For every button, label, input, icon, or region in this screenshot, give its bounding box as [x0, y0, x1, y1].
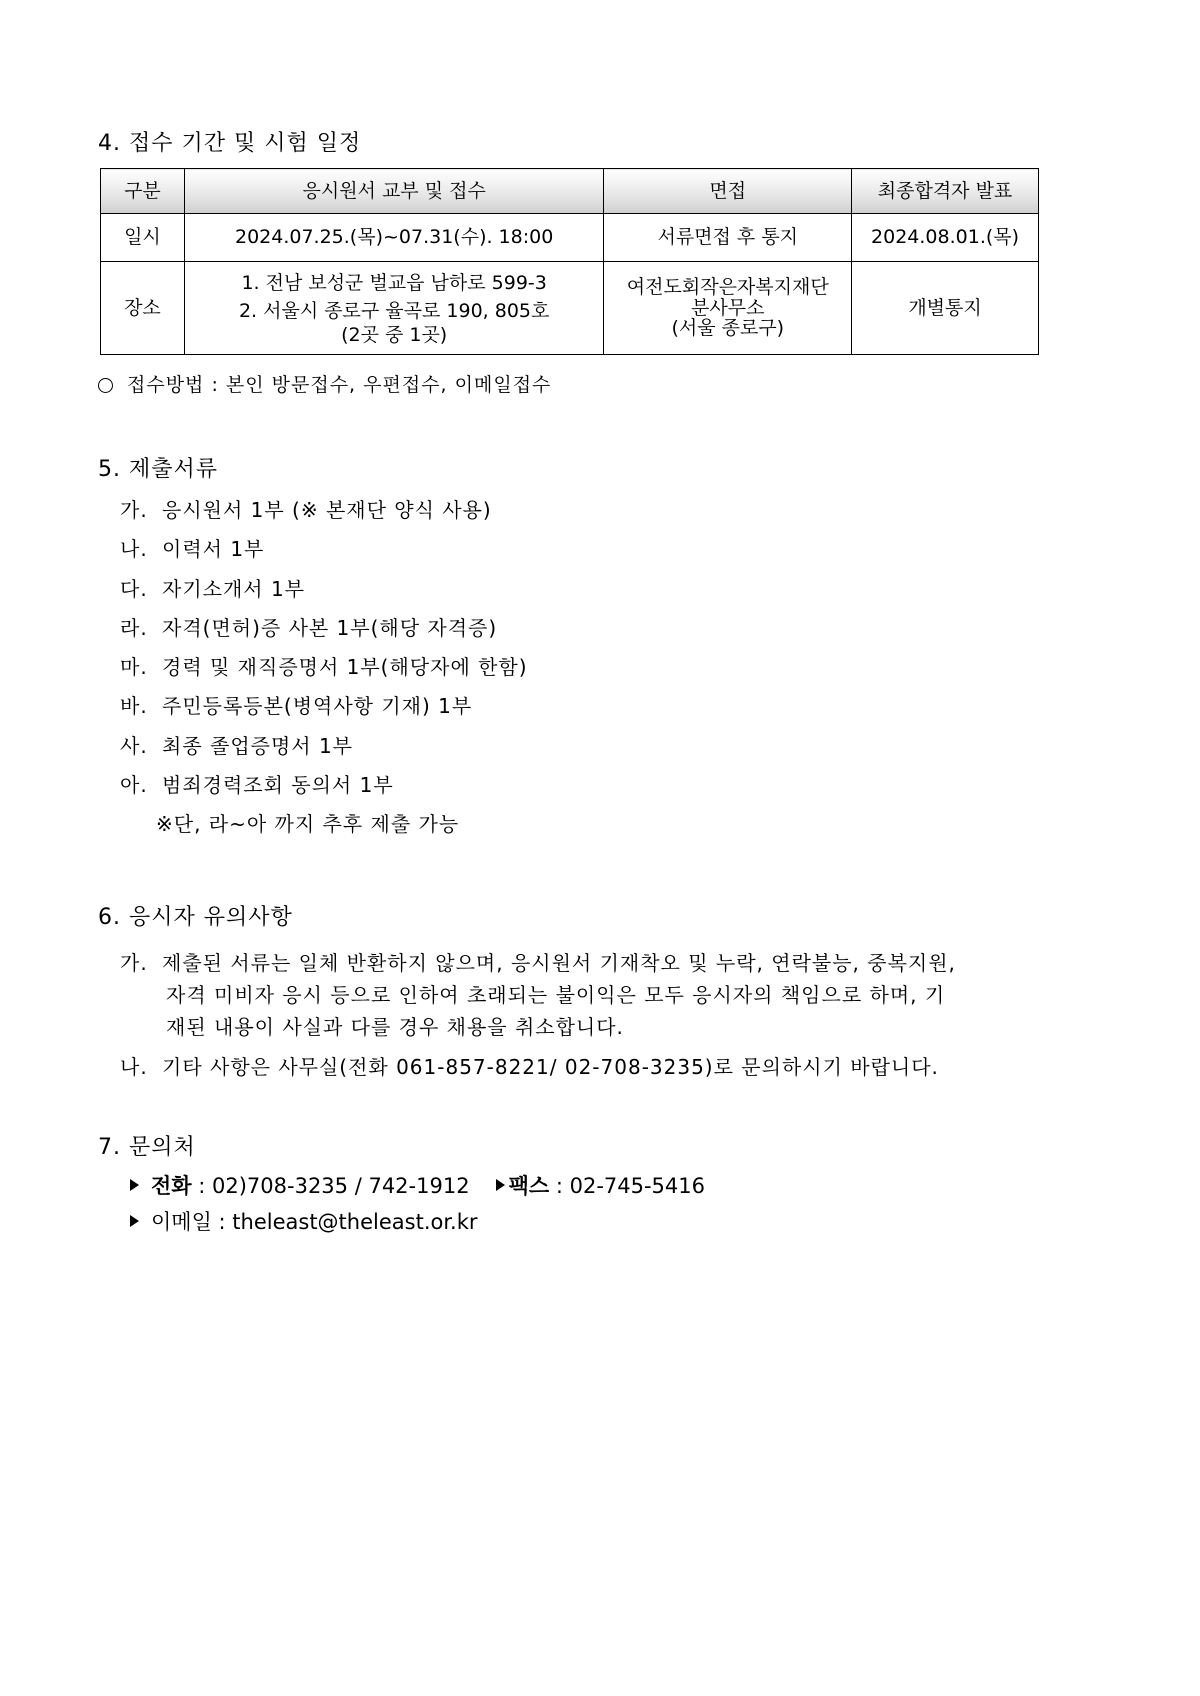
- row-label-place: 장소: [101, 262, 185, 355]
- interview-place: [604, 262, 852, 355]
- caution-line: [120, 947, 1070, 979]
- header-application: 응시원서 교부 및 접수: [184, 169, 604, 214]
- caution-text: 기타 사항은 사무실(전화 061-857-8221/ 02-708-3235)로 문의하시기 바랍니다.: [162, 1055, 939, 1079]
- list-item: [120, 652, 528, 691]
- list-marker: 라.: [120, 615, 148, 640]
- header-interview: 면접: [604, 169, 852, 214]
- list-marker: 가.: [120, 951, 148, 975]
- caution-line: 재된 내용이 사실과 다를 경우 채용을 취소합니다.: [166, 1015, 624, 1039]
- caution-item-a: [120, 947, 1070, 1043]
- contact-phone-fax: 전화 : 02)708-3235 / 742-1912 팩스 : 02-745-5416: [130, 1170, 705, 1200]
- list-item-text: 자격(면허)증 사본 1부(해당 자격증): [162, 615, 498, 640]
- list-marker: 사.: [120, 733, 148, 758]
- table-row-place: [101, 262, 1039, 355]
- fax-value: 02-745-5416: [569, 1174, 705, 1198]
- announcement-date: 2024.08.01.(목): [852, 214, 1039, 262]
- list-marker: 바.: [120, 694, 148, 719]
- caution-line: [120, 1051, 1070, 1083]
- interview-date: 서류면접 후 통지: [604, 214, 852, 262]
- fax-label: 팩스: [508, 1174, 550, 1198]
- phone-label: 전화: [151, 1174, 192, 1198]
- list-marker: 다.: [120, 576, 148, 601]
- application-period: 2024.07.25.(목)~07.31(수). 18:00: [184, 214, 604, 262]
- list-item: [120, 770, 528, 809]
- list-item-text: 자기소개서 1부: [162, 576, 306, 601]
- section-6-title: 6. 응시자 유의사항: [98, 905, 293, 930]
- table-header-row: [101, 169, 1039, 214]
- row-label-date: 일시: [101, 214, 185, 262]
- triangle-bullet-icon: [130, 1179, 139, 1191]
- header-category: 구분: [101, 169, 185, 214]
- interview-place-line: 여전도회작은자복지재단: [626, 275, 829, 298]
- list-item: [120, 613, 528, 652]
- list-item-text: 경력 및 재직증명서 1부(해당자에 한함): [162, 655, 528, 680]
- caution-item-b: [120, 1051, 1070, 1083]
- application-place-line: (2곳 중 1곳): [341, 324, 448, 347]
- table-row-date: [101, 214, 1039, 262]
- application-method-note: [98, 370, 551, 397]
- list-item: [120, 574, 528, 613]
- list-item: [120, 495, 528, 534]
- phone-value: 02)708-3235 / 742-1912: [212, 1174, 470, 1198]
- schedule-table: [100, 168, 1039, 355]
- triangle-bullet-icon: [130, 1215, 139, 1227]
- section-4-title: 4. 접수 기간 및 시험 일정: [98, 131, 362, 156]
- list-marker: 나.: [120, 1055, 148, 1079]
- list-item: [120, 731, 528, 770]
- list-marker: 가.: [120, 498, 148, 522]
- list-item: [120, 534, 528, 573]
- circle-bullet-icon: [98, 378, 113, 393]
- triangle-bullet-icon: [496, 1179, 505, 1191]
- application-method-text: 접수방법 : 본인 방문접수, 우편접수, 이메일접수: [127, 374, 552, 396]
- list-marker: 마.: [120, 655, 148, 680]
- email-label: 이메일: [151, 1210, 212, 1234]
- list-item-text: 응시원서 1부 (※ 본재단 양식 사용): [162, 498, 492, 522]
- section-7-title: 7. 문의처: [98, 1135, 196, 1160]
- header-announcement: 최종합격자 발표: [852, 169, 1039, 214]
- contact-email: 이메일 : theleast@theleast.or.kr: [130, 1206, 478, 1236]
- list-item-text: 이력서 1부: [162, 537, 265, 562]
- section-5-title: 5. 제출서류: [98, 457, 218, 482]
- list-item-text: 최종 졸업증명서 1부: [162, 733, 353, 758]
- list-marker: 나.: [120, 537, 148, 562]
- list-item-text: 범죄경력조회 동의서 1부: [162, 773, 394, 798]
- application-place: [184, 262, 604, 355]
- interview-place-line: 분사무소: [691, 296, 765, 319]
- list-item-text: 주민등록등본(병역사항 기재) 1부: [162, 694, 473, 719]
- caution-line: 자격 미비자 응시 등으로 인하여 초래되는 불이익은 모두 응시자의 책임으로 하며, 기: [166, 983, 946, 1007]
- submission-note: ※단, 라~아 까지 추후 제출 가능: [156, 812, 460, 837]
- announcement-place: 개별통지: [852, 262, 1039, 355]
- application-place-line: 1. 전남 보성군 벌교읍 남하로 599-3: [241, 272, 547, 294]
- email-value: theleast@theleast.or.kr: [232, 1210, 478, 1234]
- list-item: [120, 691, 528, 730]
- list-marker: 아.: [120, 773, 148, 798]
- interview-place-line: (서울 종로구): [671, 317, 785, 340]
- application-place-line: 2. 서울시 종로구 율곡로 190, 805호: [238, 299, 550, 322]
- caution-text: 제출된 서류는 일체 반환하지 않으며, 응시원서 기재착오 및 누락, 연락불능, 중복지원,: [162, 951, 956, 975]
- document-list: [120, 495, 528, 849]
